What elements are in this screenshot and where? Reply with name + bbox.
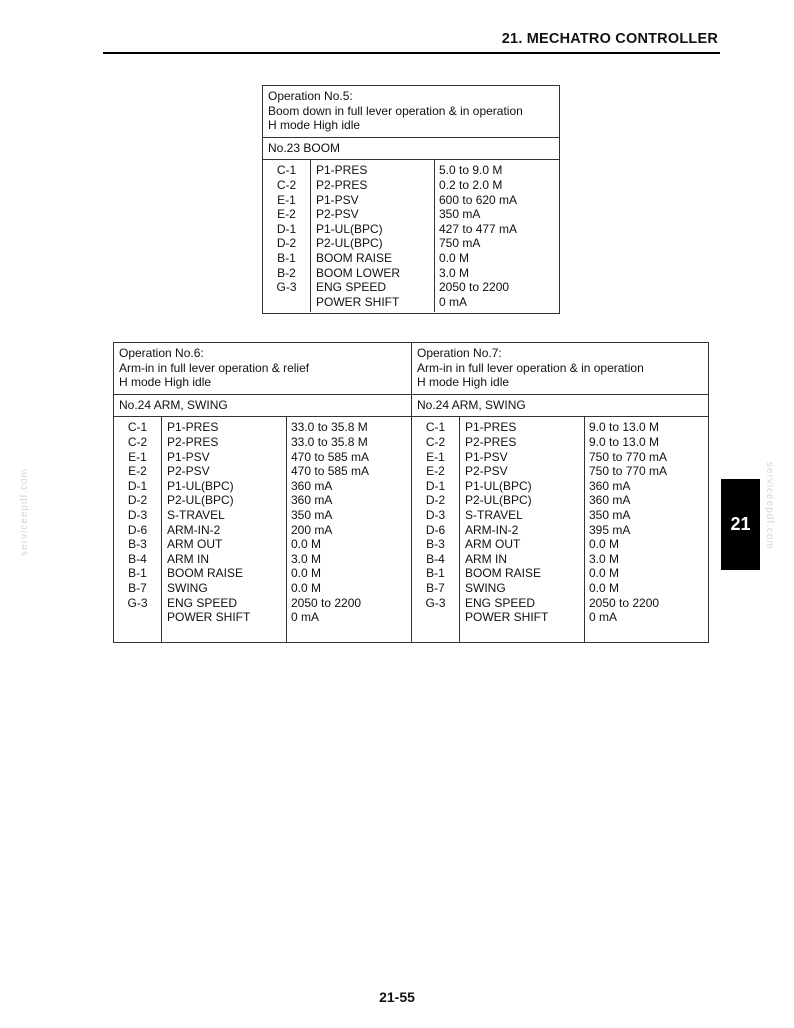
row-signal: P2-PRES — [316, 177, 368, 192]
row-code: E-1 — [128, 449, 147, 464]
row-signal: ARM-IN-2 — [465, 522, 519, 537]
row-signal: P1-PRES — [167, 420, 219, 435]
row-signal: P1-PRES — [465, 420, 517, 435]
row-code: B-1 — [128, 566, 147, 581]
row-value: 200 mA — [291, 522, 333, 537]
row-code — [412, 610, 459, 625]
operation-5-table — [262, 85, 560, 314]
row-code: E-2 — [277, 207, 296, 222]
row-signal: ENG SPEED — [167, 595, 238, 610]
row-value: 750 mA — [439, 236, 481, 251]
row-code: B-1 — [277, 250, 296, 265]
row-value: 9.0 to 13.0 M — [589, 434, 660, 449]
row-value: 427 to 477 mA — [439, 221, 518, 236]
operation-title-line: Operation No.6: — [119, 346, 204, 360]
row-value: 360 mA — [291, 478, 333, 493]
row-code: E-2 — [128, 464, 147, 479]
operation-7-subtitle: No.24 ARM, SWING — [412, 395, 708, 418]
value-column — [435, 160, 517, 312]
row-value: 470 to 585 mA — [291, 449, 370, 464]
row-value: 5.0 to 9.0 M — [439, 163, 503, 178]
watermark-right: serviceepdf.com — [764, 462, 775, 550]
row-signal: P2-PRES — [167, 434, 219, 449]
operation-7-panel — [411, 343, 708, 642]
row-value: 33.0 to 35.8 M — [291, 420, 368, 435]
row-code: D-6 — [127, 522, 148, 537]
row-value: 3.0 M — [589, 551, 620, 566]
row-value: 3.0 M — [439, 265, 470, 280]
row-code: G-3 — [425, 595, 446, 610]
operation-6-body — [114, 417, 411, 642]
operation-title-line: Boom down in full lever operation & in operation — [268, 103, 523, 118]
row-value: 0.0 M — [439, 250, 470, 265]
row-code: D-1 — [276, 221, 297, 236]
row-signal: P2-PSV — [167, 464, 210, 479]
operation-5-subtitle: No.23 BOOM — [263, 138, 559, 161]
row-signal: POWER SHIFT — [316, 294, 400, 309]
page-header-title: 21. MECHATRO CONTROLLER — [501, 31, 718, 47]
row-value: 0.0 M — [291, 537, 322, 552]
row-code: D-6 — [425, 522, 446, 537]
operation-title-line: Operation No.7: — [417, 346, 502, 360]
code-column — [114, 417, 162, 642]
row-signal: BOOM RAISE — [316, 250, 393, 265]
row-value: 750 to 770 mA — [589, 449, 668, 464]
row-value: 750 to 770 mA — [589, 464, 668, 479]
row-signal: BOOM RAISE — [465, 566, 542, 581]
row-code — [263, 295, 310, 310]
row-signal: SWING — [167, 580, 208, 595]
row-value: 0.0 M — [291, 580, 322, 595]
row-value: 0 mA — [291, 610, 320, 625]
row-value: 360 mA — [589, 478, 631, 493]
row-signal: POWER SHIFT — [167, 610, 251, 625]
row-signal: P2-PSV — [465, 464, 508, 479]
operation-6-7-table — [113, 342, 709, 643]
row-code: D-1 — [127, 478, 148, 493]
row-value: 3.0 M — [291, 551, 322, 566]
value-column — [287, 417, 369, 642]
row-signal: P1-PRES — [316, 163, 368, 178]
row-signal: P1-PSV — [316, 192, 359, 207]
row-code: C-2 — [127, 434, 148, 449]
row-code: B-4 — [128, 551, 147, 566]
row-code: G-3 — [127, 595, 148, 610]
row-value: 33.0 to 35.8 M — [291, 434, 368, 449]
signal-column — [311, 160, 435, 312]
operation-7-title — [412, 343, 708, 395]
row-code: D-2 — [276, 236, 297, 251]
row-code: C-1 — [425, 420, 446, 435]
row-value: 0 mA — [439, 294, 468, 309]
row-value: 470 to 585 mA — [291, 464, 370, 479]
row-signal: P2-PSV — [316, 207, 359, 222]
row-value: 0.0 M — [589, 537, 620, 552]
operation-title-line: Operation No.5: — [268, 89, 353, 103]
row-code: B-7 — [128, 580, 147, 595]
row-signal: ARM OUT — [465, 537, 521, 552]
code-column — [412, 417, 460, 642]
watermark-left: serviceepdf.com — [19, 468, 30, 556]
row-code: D-2 — [127, 493, 148, 508]
page-number: 21-55 — [379, 989, 415, 1005]
row-value: 0 mA — [589, 610, 618, 625]
row-value: 0.0 M — [589, 580, 620, 595]
row-code: B-3 — [128, 537, 147, 552]
operation-title-line: H mode High idle — [417, 375, 510, 390]
row-value: 350 mA — [291, 507, 333, 522]
row-signal: S-TRAVEL — [465, 507, 523, 522]
row-signal: ARM-IN-2 — [167, 522, 221, 537]
row-value: 0.0 M — [589, 566, 620, 581]
row-value: 360 mA — [589, 493, 631, 508]
header-rule — [103, 52, 720, 54]
row-value: 0.0 M — [291, 566, 322, 581]
row-value: 2050 to 2200 — [291, 595, 362, 610]
row-signal: P1-UL(BPC) — [465, 478, 532, 493]
row-value: 0.2 to 2.0 M — [439, 177, 503, 192]
row-signal: P1-UL(BPC) — [167, 478, 234, 493]
row-signal: P1-UL(BPC) — [316, 221, 383, 236]
row-code: E-1 — [277, 192, 296, 207]
row-signal: ENG SPEED — [316, 280, 387, 295]
row-value: 360 mA — [291, 493, 333, 508]
row-code: D-1 — [425, 478, 446, 493]
row-signal: BOOM RAISE — [167, 566, 244, 581]
row-code: B-4 — [426, 551, 445, 566]
section-tab: 21 — [721, 479, 760, 570]
signal-column — [162, 417, 287, 642]
row-signal: P1-PSV — [167, 449, 210, 464]
row-code: B-1 — [426, 566, 445, 581]
operation-7-body — [412, 417, 708, 642]
row-signal: POWER SHIFT — [465, 610, 549, 625]
row-signal: P2-UL(BPC) — [465, 493, 532, 508]
signal-column — [460, 417, 585, 642]
row-signal: ENG SPEED — [465, 595, 536, 610]
row-value: 395 mA — [589, 522, 631, 537]
row-code: B-7 — [426, 580, 445, 595]
row-signal: P1-PSV — [465, 449, 508, 464]
row-code: B-2 — [277, 265, 296, 280]
row-code: D-3 — [127, 507, 148, 522]
value-column — [585, 417, 667, 642]
row-signal: ARM IN — [465, 551, 507, 566]
row-signal: ARM OUT — [167, 537, 223, 552]
row-value: 350 mA — [439, 207, 481, 222]
operation-title-line: H mode High idle — [119, 375, 212, 390]
row-code: B-3 — [426, 537, 445, 552]
operation-title-line: Arm-in in full lever operation & in operation — [417, 360, 644, 375]
row-code: D-2 — [425, 493, 446, 508]
row-code: G-3 — [276, 280, 297, 295]
row-signal: P2-UL(BPC) — [167, 493, 234, 508]
row-code: E-1 — [426, 449, 445, 464]
row-value: 9.0 to 13.0 M — [589, 420, 660, 435]
row-code: E-2 — [426, 464, 445, 479]
row-signal: ARM IN — [167, 551, 209, 566]
operation-6-panel — [114, 343, 411, 642]
row-code — [114, 610, 161, 625]
row-code: C-2 — [276, 177, 297, 192]
operation-5-title — [263, 86, 559, 138]
row-value: 600 to 620 mA — [439, 192, 518, 207]
row-signal: P2-PRES — [465, 434, 517, 449]
row-value: 350 mA — [589, 507, 631, 522]
row-signal: SWING — [465, 580, 506, 595]
row-value: 2050 to 2200 — [439, 280, 510, 295]
operation-title-line: Arm-in in full lever operation & relief — [119, 360, 310, 375]
row-code: C-1 — [127, 420, 148, 435]
row-signal: P2-UL(BPC) — [316, 236, 383, 251]
row-code: C-2 — [425, 434, 446, 449]
operation-6-title — [114, 343, 411, 395]
row-signal: S-TRAVEL — [167, 507, 225, 522]
code-column — [263, 160, 311, 312]
row-signal: BOOM LOWER — [316, 265, 401, 280]
row-code: C-1 — [276, 163, 297, 178]
operation-title-line: H mode High idle — [268, 118, 361, 133]
row-code: D-3 — [425, 507, 446, 522]
operation-6-subtitle: No.24 ARM, SWING — [114, 395, 411, 418]
row-value: 2050 to 2200 — [589, 595, 660, 610]
operation-5-body — [263, 160, 559, 312]
